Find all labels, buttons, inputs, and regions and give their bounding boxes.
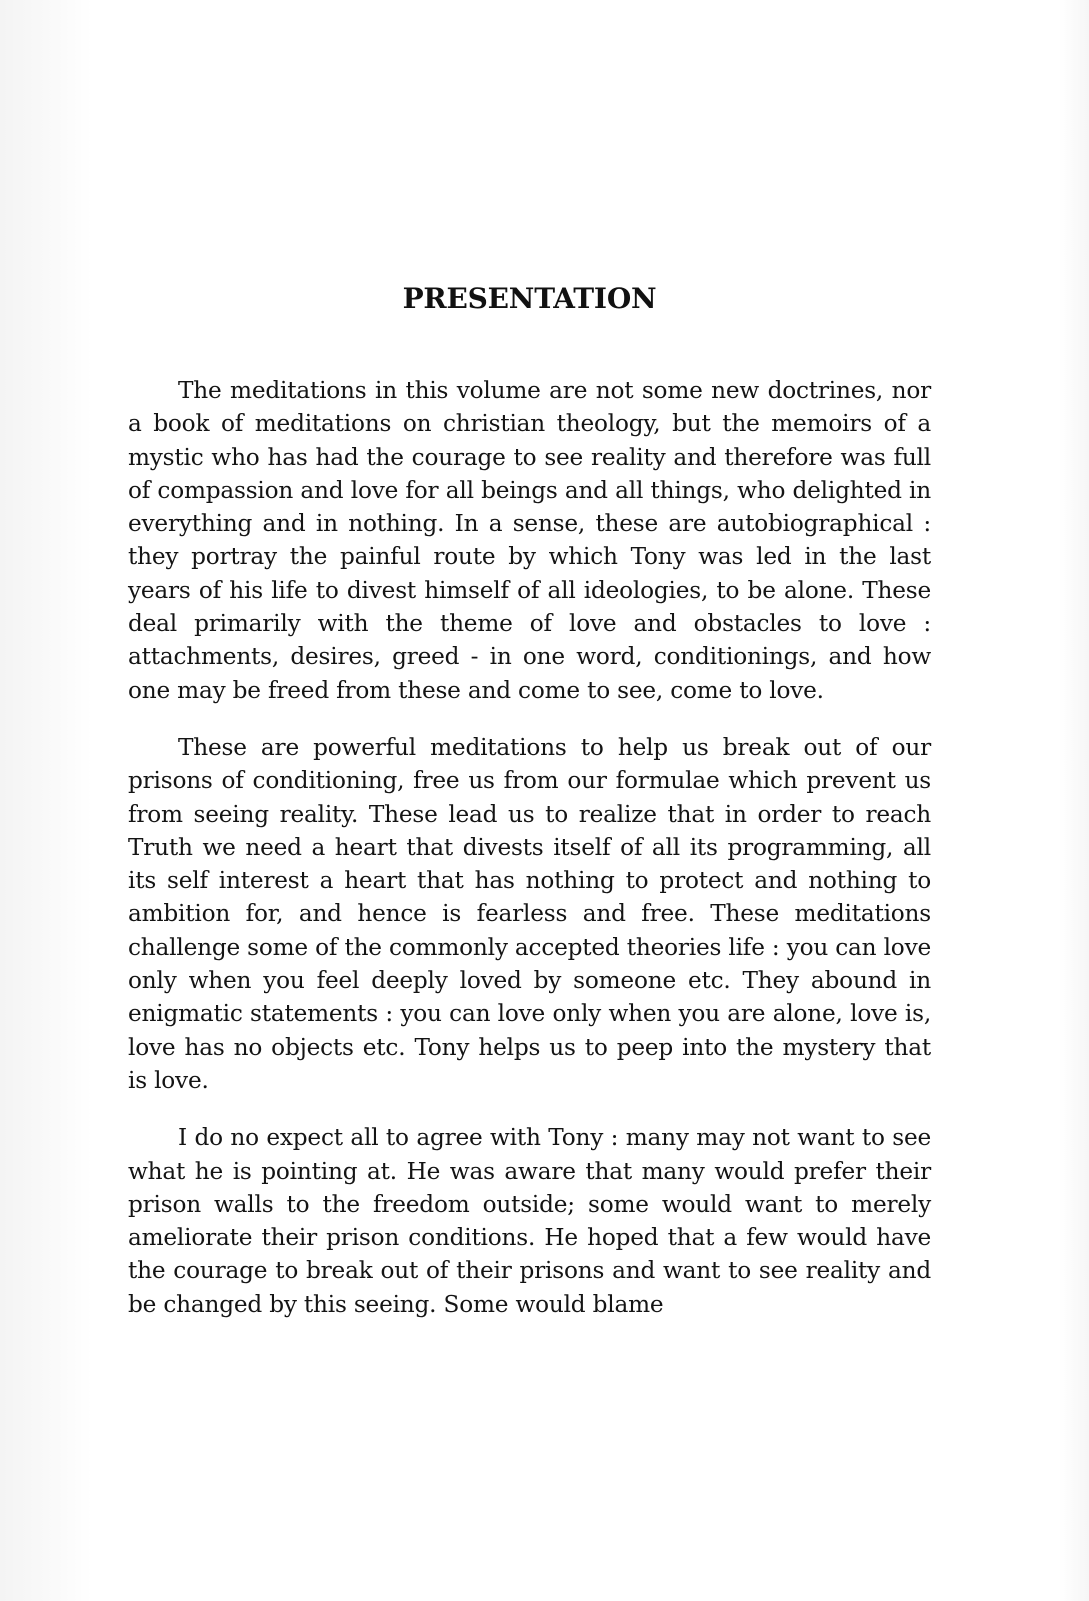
scan-margin-shadow xyxy=(0,0,92,1601)
scan-edge-shadow xyxy=(1059,0,1089,1601)
body-text xyxy=(128,374,931,1321)
page-title: PRESENTATION xyxy=(402,282,657,315)
paragraph-3: I do no expect all to agree with Tony : many may not want to see what he is pointing at. He was aware that many would prefer their prison walls to the freedom outside; some would want to merely ameliorate their prison conditions. He hoped that a few would have the courage to break out of their prisons and want to see reality and be changed by this seeing. Some would blame xyxy=(128,1124,931,1318)
paragraph-2: These are powerful meditations to help us break out of our prisons of conditioning, free us from our formulae which prevent us from seeing reality. These lead us to realize that in order to reach Truth we need a heart that divests itself of all its programming, all its self interest a heart that has nothing to protect and nothing to ambition for, and hence is fearless and free. These meditations challenge some of the commonly accepted theories life : you can love only when you feel deeply loved by someone etc. They abound in enigmatic statements : you can love only when you are alone, love is, love has no objects etc. Tony helps us to peep into the mystery that is love. xyxy=(128,733,931,1094)
paragraph-1: The meditations in this volume are not some new doctrines, nor a book of meditations on christian theology, but the memoirs of a mystic who has had the courage to see reality and therefore was full of compassion and love for all beings and all things, who delighted in everything and in nothing. In a sense, these are autobiographical : they portray the painful route by which Tony was led in the last years of his life to divest himself of all ideologies, to be alone. These deal primarily with the theme of love and obstacles to love : attachments, desires, greed - in one word, conditionings, and how one may be freed from these and come to see, come to love. xyxy=(128,377,931,704)
